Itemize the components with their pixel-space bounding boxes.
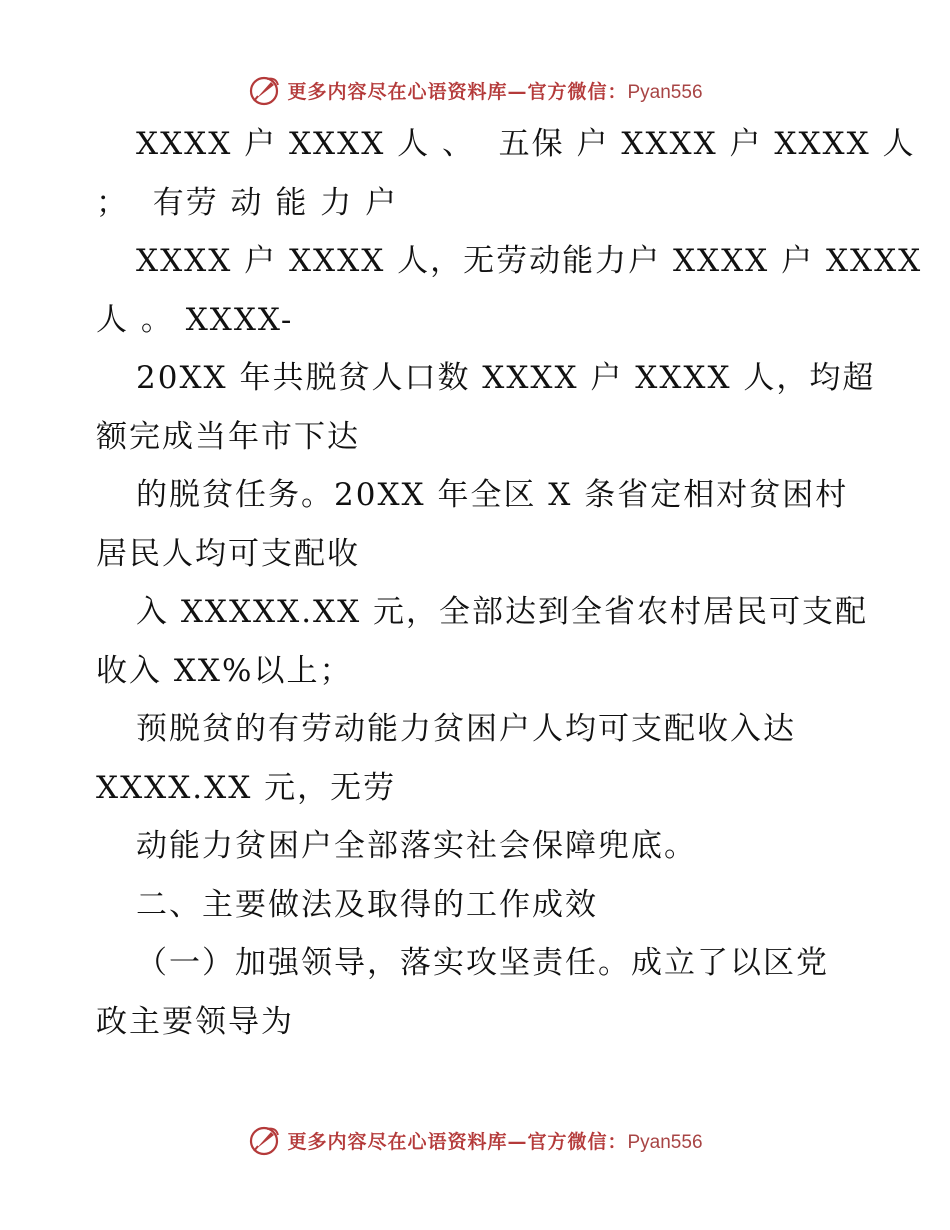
watermark-wechat-id: Pyan556 [627, 81, 703, 103]
watermark-text [287, 1127, 702, 1154]
footer-watermark-banner [0, 1120, 950, 1160]
header-watermark-banner [0, 70, 950, 110]
quill-pen-logo-icon [247, 73, 281, 107]
text-line: 入 XXXXX.XX 元，全部达到全省农村居民可支配 [136, 594, 869, 630]
watermark-wechat-id: Pyan556 [627, 1131, 703, 1153]
watermark-text-cn: 更多内容尽在心语资料库—官方微信： [287, 1130, 628, 1153]
text-line: XXXX.XX 元，无劳 [96, 769, 397, 806]
subsection-heading-line: （一）加强领导，落实攻坚责任。成立了以区党 [136, 945, 829, 981]
text-line: 预脱贫的有劳动能力贫困户人均可支配收入达 [136, 711, 796, 747]
text-line: 20XX 年共脱贫人口数 XXXX 户 XXXX 人，均超 [136, 360, 876, 396]
text-line: 收入 XX%以上； [96, 652, 353, 689]
text-line: 人 。 XXXX- [96, 301, 294, 338]
text-line: 动能力贫困户全部落实社会保障兜底。 [136, 828, 697, 864]
text-line: ； 有劳 动 能 力 户 [96, 184, 399, 221]
watermark-text [287, 77, 702, 104]
text-line: 政主要领导为 [96, 1003, 294, 1040]
text-line: XXXX 户 XXXX 人 、 五保 户 XXXX 户 XXXX 人 [136, 126, 916, 162]
watermark-text-cn: 更多内容尽在心语资料库—官方微信： [287, 80, 628, 103]
text-line: XXXX 户 XXXX 人，无劳动能力户 XXXX 户 XXXX [136, 243, 923, 279]
text-line: 的脱贫任务。20XX 年全区 X 条省定相对贫困村 [136, 477, 849, 513]
document-body [96, 115, 923, 1051]
text-line: 额完成当年市下达 [96, 418, 360, 455]
quill-pen-logo-icon [247, 1123, 281, 1157]
section-heading: 二、主要做法及取得的工作成效 [136, 886, 598, 923]
text-line: 居民人均可支配收 [96, 535, 360, 572]
